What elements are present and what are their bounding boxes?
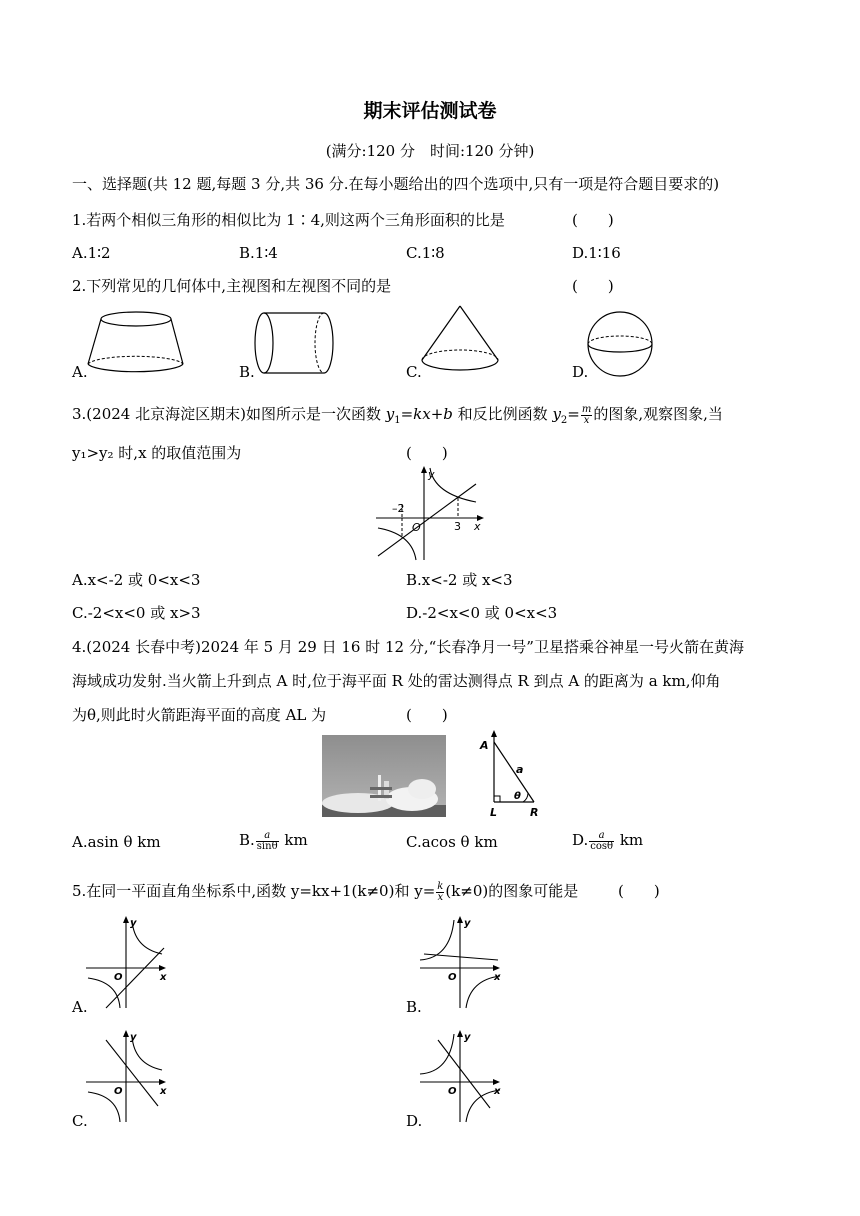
q5c-x: x bbox=[160, 1086, 167, 1097]
frustum-figure bbox=[70, 306, 200, 382]
q4-option-b-label: B. bbox=[239, 831, 255, 849]
q4-label-theta: θ bbox=[514, 791, 521, 802]
q3-frac-denominator: x bbox=[583, 414, 590, 426]
q4-option-c: C.acos θ km bbox=[406, 833, 498, 851]
q3-y2-sub: 2 bbox=[560, 415, 568, 426]
q3-graph-3: 3 bbox=[454, 520, 461, 533]
q4-triangle bbox=[476, 728, 546, 822]
q5a-x: x bbox=[160, 972, 167, 983]
page-title: 期末评估测试卷 bbox=[363, 100, 497, 122]
q5b-x: x bbox=[494, 972, 501, 983]
q5d-o: O bbox=[448, 1086, 457, 1097]
q5-graph-a bbox=[84, 912, 174, 1010]
q3-option-b: B.x<-2 或 x<3 bbox=[406, 571, 513, 589]
q1-option-b: B.1∶4 bbox=[239, 244, 278, 262]
q1-option-a: A.1∶2 bbox=[72, 244, 111, 262]
q5-graph-c bbox=[84, 1026, 174, 1124]
q4-option-b-numerator: a bbox=[256, 831, 279, 842]
q3-graph-y-label: y bbox=[428, 468, 435, 481]
q3-y2: y bbox=[552, 405, 561, 423]
q4-option-b-denominator: sinθ bbox=[256, 840, 278, 852]
q3-stem-a: 3.(2024 北京海淀区期末)如图所示是一次函数 bbox=[72, 405, 386, 423]
q5-label-d: D. bbox=[406, 1112, 423, 1130]
q2-stem: 2.下列常见的几何体中,主视图和左视图不同的是 bbox=[72, 277, 392, 295]
q4-option-a: A.asin θ km bbox=[72, 833, 161, 851]
q4-option-d-fraction bbox=[589, 831, 614, 852]
q4-label-A: A bbox=[480, 739, 489, 752]
q3-y1-sub: 1 bbox=[394, 415, 401, 426]
q2-label-d: D. bbox=[572, 363, 589, 381]
q4-line3: 为θ,则此时火箭距海平面的高度 AL 为 bbox=[72, 706, 327, 724]
q4-option-b-unit: km bbox=[284, 831, 308, 849]
q4-label-a: a bbox=[516, 763, 524, 776]
q3-option-d: D.-2<x<0 或 0<x<3 bbox=[406, 604, 558, 622]
q5-fraction bbox=[436, 882, 444, 903]
q5b-o: O bbox=[448, 972, 457, 983]
q4-option-d-numerator: a bbox=[589, 831, 614, 842]
q2-bracket: ( ) bbox=[572, 277, 614, 295]
q5b-y: y bbox=[464, 918, 471, 929]
q3-option-a: A.x<-2 或 0<x<3 bbox=[72, 571, 201, 589]
q3-eq1: =kx+b bbox=[400, 405, 453, 423]
q5-label-a: A. bbox=[72, 998, 88, 1016]
q3-stem-b: 的图象,观察图象,当 bbox=[593, 405, 723, 423]
rocket-launch-photo bbox=[322, 735, 446, 817]
q3-graph-neg2: –2 bbox=[392, 502, 405, 515]
q5a-o: O bbox=[114, 972, 123, 983]
q4-bracket: ( ) bbox=[406, 706, 448, 724]
q3-graph-x-label: x bbox=[474, 520, 481, 533]
q5-stem-a: 5.在同一平面直角坐标系中,函数 y=kx+1(k≠0)和 y= bbox=[72, 882, 436, 900]
q4-option-d-denominator: cosθ bbox=[590, 840, 614, 852]
cylinder-figure bbox=[248, 306, 348, 382]
q2-label-c: C. bbox=[406, 363, 422, 381]
q5-stem bbox=[72, 877, 578, 905]
q1-option-c: C.1∶8 bbox=[406, 244, 445, 262]
q2-label-b: B. bbox=[239, 363, 255, 381]
sphere-figure bbox=[584, 306, 660, 382]
q2-label-a: A. bbox=[72, 363, 88, 381]
q3-eq2: = bbox=[567, 405, 580, 423]
q5-bracket: ( ) bbox=[618, 882, 660, 900]
section-heading: 一、选择题(共 12 题,每题 3 分,共 36 分.在每小题给出的四个选项中,只有一项是符合题目要求的) bbox=[72, 175, 720, 193]
q4-label-R: R bbox=[530, 806, 539, 819]
q5-label-c: C. bbox=[72, 1112, 88, 1130]
q3-stem-line1 bbox=[72, 404, 723, 431]
q4-option-d bbox=[572, 824, 643, 856]
q3-graph-origin: O bbox=[412, 521, 421, 534]
q1-option-d: D.1∶16 bbox=[572, 244, 621, 262]
q5-graph-b bbox=[418, 912, 508, 1010]
q4-label-L: L bbox=[490, 806, 498, 819]
q5a-y: y bbox=[130, 918, 137, 929]
q3-graph bbox=[372, 464, 490, 564]
q3-bracket: ( ) bbox=[406, 444, 448, 462]
q5-stem-b: (k≠0)的图象可能是 bbox=[445, 882, 579, 900]
q5d-y: y bbox=[464, 1032, 471, 1043]
page-subtitle: (满分:120 分 时间:120 分钟) bbox=[325, 142, 535, 160]
q5c-o: O bbox=[114, 1086, 123, 1097]
q1-bracket: ( ) bbox=[572, 211, 614, 229]
q5d-x: x bbox=[494, 1086, 501, 1097]
q5-frac-denominator: x bbox=[437, 891, 444, 903]
q4-option-b-fraction bbox=[256, 831, 279, 852]
q4-option-d-unit: km bbox=[619, 831, 644, 849]
q5-graph-d bbox=[418, 1026, 508, 1124]
cone-figure bbox=[410, 302, 510, 382]
q4-line2: 海域成功发射.当火箭上升到点 A 时,位于海平面 R 处的雷达测得点 R 到点 A 的距离为 a km,仰角 bbox=[72, 672, 721, 690]
q5-label-b: B. bbox=[406, 998, 422, 1016]
q3-stem-line2: y₁>y₂ 时,x 的取值范围为 bbox=[72, 444, 242, 462]
q3-y1: y bbox=[385, 405, 395, 423]
q5-frac-numerator: k bbox=[437, 880, 444, 892]
q3-fraction bbox=[581, 405, 592, 426]
q3-option-c: C.-2<x<0 或 x>3 bbox=[72, 604, 201, 622]
q4-option-d-label: D. bbox=[572, 831, 589, 849]
q5c-y: y bbox=[130, 1032, 137, 1043]
q3-mid: 和反比例函数 bbox=[452, 405, 553, 423]
q4-option-b bbox=[239, 824, 308, 856]
q4-line1: 4.(2024 长春中考)2024 年 5 月 29 日 16 时 12 分,“长春净月一号”卫星搭乘谷神星一号火箭在黄海 bbox=[72, 638, 744, 656]
q3-frac-numerator: m bbox=[581, 403, 592, 415]
q1-stem: 1.若两个相似三角形的相似比为 1∶4,则这两个三角形面积的比是 bbox=[72, 211, 505, 229]
